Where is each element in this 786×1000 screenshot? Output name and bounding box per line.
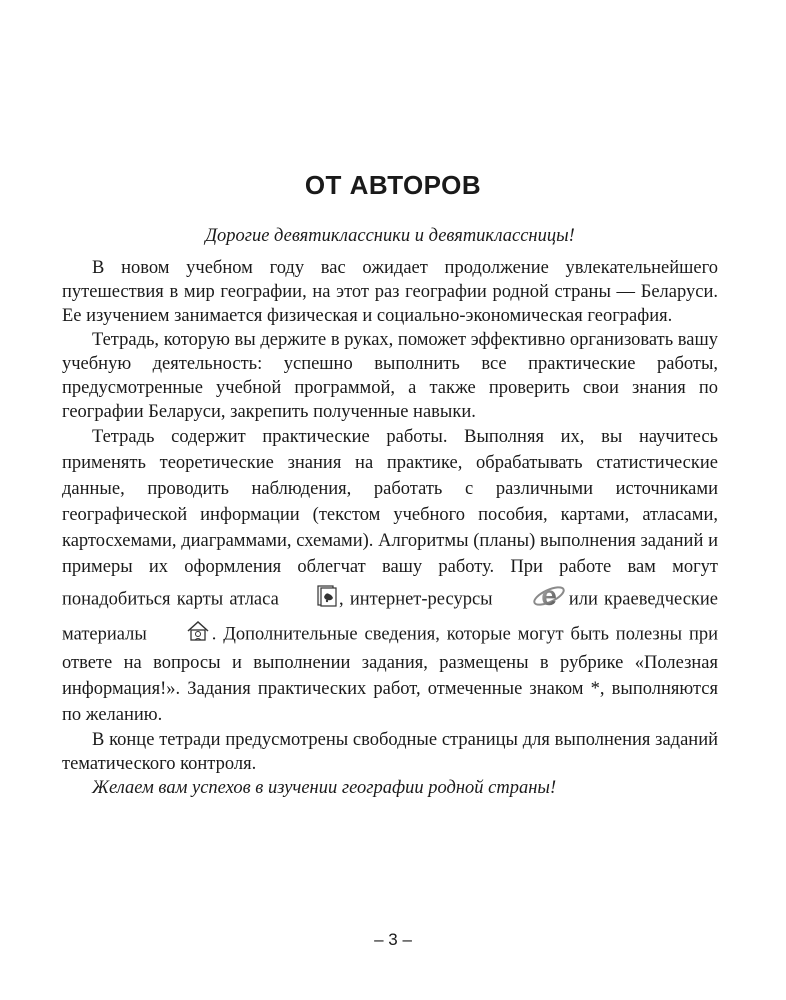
paragraph-4: В конце тетради предусмотрены свободные страницы для выполнения заданий тематического контроля.	[62, 730, 718, 774]
svg-text:e: e	[541, 580, 557, 611]
greeting: Дорогие девятиклассники и девятиклассницы!	[205, 226, 575, 246]
atlas-icon	[287, 585, 337, 615]
paragraph-2: Тетрадь, которую вы держите в руках, поможет эффективно организовать вашу учебную деятельность: успешно выполнить все практические работы, предусмотренные учебной программой, а также проверить свои знания по географии Беларуси, закрепить полученные навыки.	[62, 330, 718, 422]
paragraph-3-text-1: Тетрадь содержит практические работы. Выполняя их, вы научитесь применять теоретические знания на практике, обрабатывать статистические данные, проводить наблюдения, работать с различными источниками географической информации (текстом учебного пособия, картами, атласами, картосхемами, диаграммами, схемами). Алгоритмы (планы) выполнения заданий и примеры их оформления облегчат вашу работу. При работе вам могут понадобиться карты атласа	[62, 427, 718, 610]
page-title: ОТ АВТОРОВ	[304, 170, 482, 200]
house-icon	[156, 620, 210, 650]
internet-icon	[501, 580, 567, 620]
paragraph-3	[62, 424, 718, 728]
paragraph-3-text-2: , интернет-ресурсы	[339, 589, 493, 610]
paragraph-1: В новом учебном году вас ожидает продолжение увлекательнейшего путешествия в мир географии, на этот раз географии родной страны — Беларуси. Ее изучением занимается физическая и социально-экономическая география.	[62, 258, 718, 326]
closing-wish: Желаем вам успехов в изучении географии родной страны!	[92, 778, 557, 798]
page-number: – 3 –	[374, 930, 412, 949]
paragraph-3-text-3: или краеведческие материалы	[62, 589, 719, 645]
preface-body	[62, 224, 718, 800]
paragraph-3-text-4: . Дополнительные сведения, которые могут быть полезны при ответе на вопросы и выполнении задания, размещены в рубрике «Полезная информация!». Задания практических работ, отмеченные знаком *, выполняются по желанию.	[62, 624, 718, 725]
